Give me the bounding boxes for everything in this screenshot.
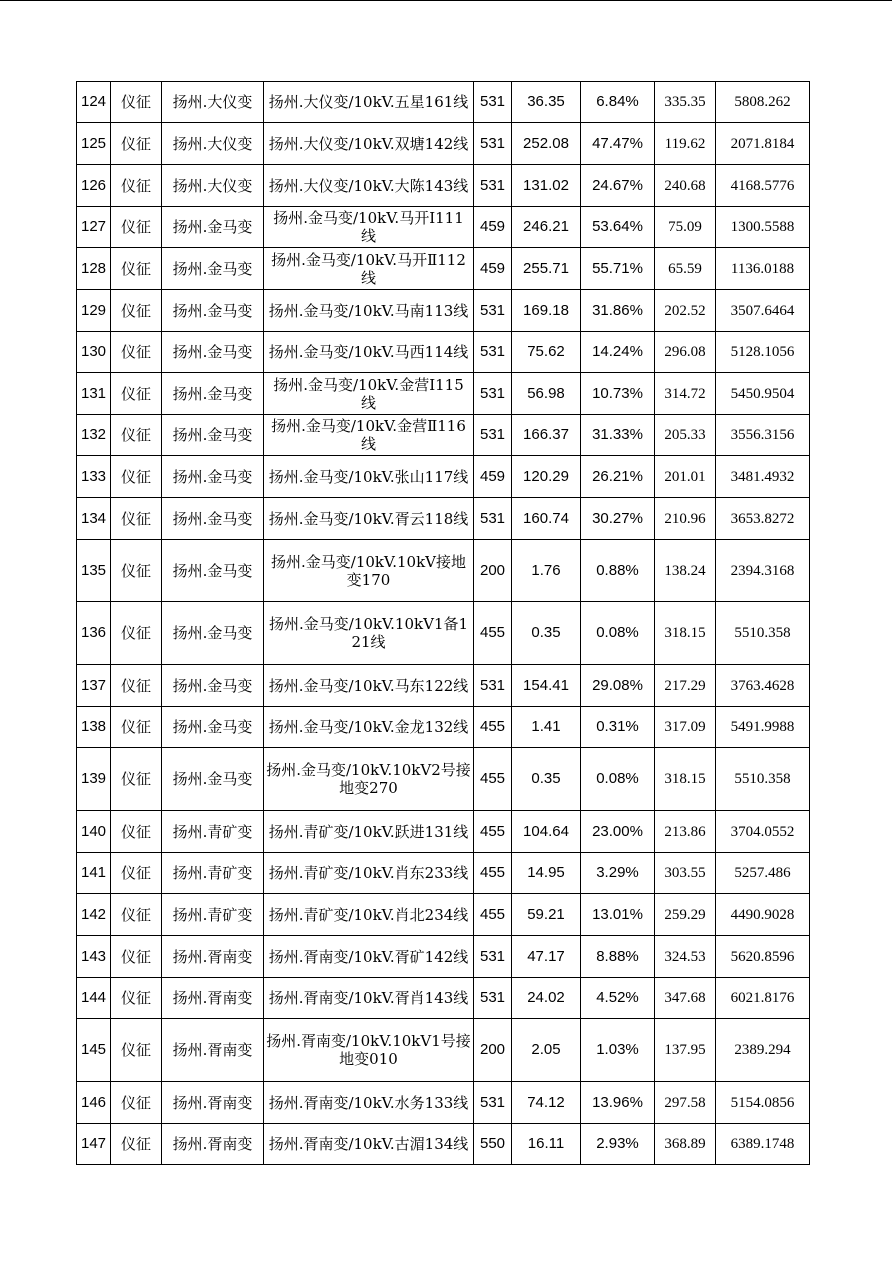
substation-cell: 扬州.青矿变: [162, 894, 264, 936]
capacity-cell: 455: [474, 602, 512, 665]
capacity-cell: 200: [474, 540, 512, 602]
line-name-cell: [264, 1082, 474, 1124]
row-number: 145: [77, 1019, 111, 1082]
page-top-rule: [0, 0, 892, 1]
load-cell: 0.35: [512, 748, 581, 811]
line-name-text: 扬州.大仪变/10kV.大陈143线: [268, 176, 469, 195]
substation-cell: 扬州.金马变: [162, 540, 264, 602]
county-cell: 仪征: [111, 602, 162, 665]
spare-value-cell: 5128.1056: [716, 332, 810, 373]
load-cell: 1.76: [512, 540, 581, 602]
line-name-text: 扬州.大仪变/10kV.五星161线: [268, 93, 469, 111]
load-cell: 166.37: [512, 415, 581, 456]
load-rate-cell: 10.73%: [581, 373, 655, 415]
row-number: 125: [77, 123, 111, 165]
table-row: [77, 207, 810, 248]
capacity-cell: 550: [474, 1124, 512, 1165]
load-rate-cell: 3.29%: [581, 853, 655, 894]
substation-cell: 扬州.金马变: [162, 748, 264, 811]
capacity-cell: 531: [474, 978, 512, 1019]
capacity-cell: 531: [474, 123, 512, 165]
spare-capacity-cell: 202.52: [655, 290, 716, 332]
county-cell: 仪征: [111, 290, 162, 332]
line-name-text: 扬州.胥南变/10kV.古湄134线: [268, 1135, 469, 1153]
line-name-cell: [264, 248, 474, 290]
county-cell: 仪征: [111, 332, 162, 373]
row-number: 124: [77, 82, 111, 123]
substation-cell: 扬州.大仪变: [162, 165, 264, 207]
spare-value-cell: 5620.8596: [716, 936, 810, 978]
line-name-text: 扬州.金马变/10kV.马西114线: [268, 343, 469, 361]
load-cell: 36.35: [512, 82, 581, 123]
row-number: 134: [77, 498, 111, 540]
table-row: [77, 811, 810, 853]
county-cell: 仪征: [111, 811, 162, 853]
capacity-cell: 531: [474, 498, 512, 540]
load-rate-cell: 4.52%: [581, 978, 655, 1019]
line-name-text: 扬州.金马变/10kV.金龙132线: [268, 718, 469, 736]
line-name-cell: [264, 332, 474, 373]
capacity-cell: 531: [474, 290, 512, 332]
row-number: 140: [77, 811, 111, 853]
load-cell: 131.02: [512, 165, 581, 207]
line-name-text: 扬州.金马变/10kV.马南113线: [268, 301, 469, 320]
capacity-cell: 531: [474, 415, 512, 456]
substation-cell: 扬州.金马变: [162, 332, 264, 373]
spare-value-cell: 5808.262: [716, 82, 810, 123]
substation-cell: 扬州.金马变: [162, 373, 264, 415]
load-rate-cell: 53.64%: [581, 207, 655, 248]
table-row: [77, 853, 810, 894]
load-cell: 24.02: [512, 978, 581, 1019]
table-row: [77, 498, 810, 540]
substation-cell: 扬州.金马变: [162, 290, 264, 332]
line-name-cell: [264, 540, 474, 602]
load-rate-cell: 14.24%: [581, 332, 655, 373]
load-rate-cell: 47.47%: [581, 123, 655, 165]
spare-capacity-cell: 119.62: [655, 123, 716, 165]
county-cell: 仪征: [111, 373, 162, 415]
load-rate-cell: 29.08%: [581, 665, 655, 707]
table-row: [77, 894, 810, 936]
table-row: [77, 456, 810, 498]
table-row: [77, 1082, 810, 1124]
line-name-text: 扬州.金马变/10kV.10kV1备121线: [268, 615, 469, 651]
spare-capacity-cell: 335.35: [655, 82, 716, 123]
line-name-text: 扬州.金马变/10kV.10kV接地变170: [271, 552, 466, 589]
line-name-cell: [264, 602, 474, 665]
spare-value-cell: 1136.0188: [716, 248, 810, 290]
load-cell: 0.35: [512, 602, 581, 665]
capacity-cell: 531: [474, 936, 512, 978]
spare-value-cell: 3507.6464: [716, 290, 810, 332]
spare-value-cell: 5510.358: [716, 602, 810, 665]
spare-capacity-cell: 213.86: [655, 811, 716, 853]
line-name-cell: [264, 936, 474, 978]
load-rate-cell: 13.96%: [581, 1082, 655, 1124]
table-row: [77, 290, 810, 332]
load-cell: 14.95: [512, 853, 581, 894]
load-rate-cell: 0.08%: [581, 602, 655, 665]
spare-capacity-cell: 314.72: [655, 373, 716, 415]
substation-cell: 扬州.胥南变: [162, 978, 264, 1019]
load-cell: 74.12: [512, 1082, 581, 1124]
table-row: [77, 1124, 810, 1165]
capacity-cell: 531: [474, 665, 512, 707]
row-number: 137: [77, 665, 111, 707]
table-row: [77, 936, 810, 978]
capacity-cell: 531: [474, 373, 512, 415]
load-rate-cell: 30.27%: [581, 498, 655, 540]
load-rate-cell: 0.88%: [581, 540, 655, 602]
line-name-cell: [264, 1019, 474, 1082]
row-number: 128: [77, 248, 111, 290]
spare-value-cell: 3556.3156: [716, 415, 810, 456]
load-cell: 59.21: [512, 894, 581, 936]
line-name-cell: [264, 1124, 474, 1165]
load-rate-cell: 31.86%: [581, 290, 655, 332]
table-row: [77, 165, 810, 207]
line-name-cell: [264, 415, 474, 456]
spare-capacity-cell: 317.09: [655, 707, 716, 748]
substation-cell: 扬州.胥南变: [162, 1124, 264, 1165]
line-name-cell: [264, 707, 474, 748]
table-row: [77, 748, 810, 811]
load-rate-cell: 31.33%: [581, 415, 655, 456]
load-cell: 47.17: [512, 936, 581, 978]
line-name-text: 扬州.大仪变/10kV.双塘142线: [268, 134, 469, 153]
row-number: 132: [77, 415, 111, 456]
line-name-text: 扬州.金马变/10kV.金营Ⅱ116线: [271, 417, 466, 453]
load-rate-cell: 1.03%: [581, 1019, 655, 1082]
substation-cell: 扬州.胥南变: [162, 1019, 264, 1082]
table-body: [77, 82, 810, 1165]
spare-value-cell: 5510.358: [716, 748, 810, 811]
load-cell: 154.41: [512, 665, 581, 707]
load-rate-cell: 8.88%: [581, 936, 655, 978]
load-rate-cell: 23.00%: [581, 811, 655, 853]
line-name-text: 扬州.青矿变/10kV.肖东233线: [268, 864, 469, 882]
load-rate-cell: 26.21%: [581, 456, 655, 498]
load-cell: 252.08: [512, 123, 581, 165]
load-cell: 104.64: [512, 811, 581, 853]
substation-cell: 扬州.金马变: [162, 665, 264, 707]
county-cell: 仪征: [111, 165, 162, 207]
line-name-cell: [264, 894, 474, 936]
county-cell: 仪征: [111, 748, 162, 811]
capacity-cell: 531: [474, 332, 512, 373]
line-name-text: 扬州.金马变/10kV.张山117线: [268, 467, 469, 486]
row-number: 146: [77, 1082, 111, 1124]
load-rate-cell: 6.84%: [581, 82, 655, 123]
line-name-text: 扬州.金马变/10kV.马开Ⅱ112线: [271, 250, 466, 287]
county-cell: 仪征: [111, 207, 162, 248]
capacity-cell: 455: [474, 748, 512, 811]
substation-cell: 扬州.大仪变: [162, 82, 264, 123]
spare-capacity-cell: 303.55: [655, 853, 716, 894]
county-cell: 仪征: [111, 415, 162, 456]
spare-capacity-cell: 347.68: [655, 978, 716, 1019]
spare-value-cell: 1300.5588: [716, 207, 810, 248]
spare-value-cell: 6389.1748: [716, 1124, 810, 1165]
load-rate-cell: 13.01%: [581, 894, 655, 936]
spare-value-cell: 5154.0856: [716, 1082, 810, 1124]
substation-cell: 扬州.金马变: [162, 602, 264, 665]
load-cell: 246.21: [512, 207, 581, 248]
capacity-cell: 459: [474, 248, 512, 290]
county-cell: 仪征: [111, 1019, 162, 1082]
table-row: [77, 373, 810, 415]
table-row: [77, 665, 810, 707]
spare-capacity-cell: 259.29: [655, 894, 716, 936]
row-number: 142: [77, 894, 111, 936]
line-name-cell: [264, 123, 474, 165]
load-rate-cell: 0.08%: [581, 748, 655, 811]
feeder-capacity-table: [76, 81, 810, 1165]
spare-capacity-cell: 240.68: [655, 165, 716, 207]
county-cell: 仪征: [111, 123, 162, 165]
spare-capacity-cell: 318.15: [655, 602, 716, 665]
line-name-cell: [264, 811, 474, 853]
table-row: [77, 82, 810, 123]
line-name-cell: [264, 665, 474, 707]
spare-value-cell: 6021.8176: [716, 978, 810, 1019]
substation-cell: 扬州.金马变: [162, 248, 264, 290]
county-cell: 仪征: [111, 707, 162, 748]
row-number: 144: [77, 978, 111, 1019]
county-cell: 仪征: [111, 498, 162, 540]
row-number: 139: [77, 748, 111, 811]
line-name-cell: [264, 853, 474, 894]
row-number: 147: [77, 1124, 111, 1165]
row-number: 129: [77, 290, 111, 332]
row-number: 136: [77, 602, 111, 665]
row-number: 130: [77, 332, 111, 373]
spare-capacity-cell: 75.09: [655, 207, 716, 248]
row-number: 138: [77, 707, 111, 748]
line-name-cell: [264, 498, 474, 540]
substation-cell: 扬州.金马变: [162, 415, 264, 456]
line-name-cell: [264, 165, 474, 207]
capacity-cell: 200: [474, 1019, 512, 1082]
spare-capacity-cell: 318.15: [655, 748, 716, 811]
county-cell: 仪征: [111, 853, 162, 894]
spare-value-cell: 4168.5776: [716, 165, 810, 207]
table-row: [77, 248, 810, 290]
load-cell: 75.62: [512, 332, 581, 373]
capacity-cell: 455: [474, 894, 512, 936]
substation-cell: 扬州.大仪变: [162, 123, 264, 165]
county-cell: 仪征: [111, 456, 162, 498]
capacity-cell: 459: [474, 456, 512, 498]
line-name-text: 扬州.胥南变/10kV.水务133线: [268, 1093, 469, 1112]
county-cell: 仪征: [111, 978, 162, 1019]
load-cell: 56.98: [512, 373, 581, 415]
line-name-text: 扬州.胥南变/10kV.胥肖143线: [268, 989, 469, 1007]
county-cell: 仪征: [111, 665, 162, 707]
line-name-text: 扬州.青矿变/10kV.肖北234线: [268, 905, 469, 924]
spare-value-cell: 2394.3168: [716, 540, 810, 602]
row-number: 131: [77, 373, 111, 415]
load-cell: 1.41: [512, 707, 581, 748]
table-row: [77, 707, 810, 748]
load-rate-cell: 55.71%: [581, 248, 655, 290]
capacity-cell: 455: [474, 811, 512, 853]
table-row: [77, 332, 810, 373]
load-cell: 120.29: [512, 456, 581, 498]
row-number: 141: [77, 853, 111, 894]
load-rate-cell: 2.93%: [581, 1124, 655, 1165]
load-cell: 2.05: [512, 1019, 581, 1082]
spare-capacity-cell: 324.53: [655, 936, 716, 978]
spare-value-cell: 5450.9504: [716, 373, 810, 415]
row-number: 135: [77, 540, 111, 602]
spare-value-cell: 2389.294: [716, 1019, 810, 1082]
spare-capacity-cell: 205.33: [655, 415, 716, 456]
line-name-text: 扬州.金马变/10kV.10kV2号接地变270: [266, 761, 471, 797]
spare-value-cell: 5491.9988: [716, 707, 810, 748]
line-name-cell: [264, 748, 474, 811]
substation-cell: 扬州.胥南变: [162, 1082, 264, 1124]
line-name-cell: [264, 207, 474, 248]
spare-value-cell: 3763.4628: [716, 665, 810, 707]
substation-cell: 扬州.青矿变: [162, 811, 264, 853]
substation-cell: 扬州.金马变: [162, 456, 264, 498]
line-name-text: 扬州.金马变/10kV.马开Ⅰ111线: [273, 209, 464, 245]
table-row: [77, 540, 810, 602]
capacity-cell: 455: [474, 853, 512, 894]
spare-capacity-cell: 138.24: [655, 540, 716, 602]
spare-value-cell: 3481.4932: [716, 456, 810, 498]
county-cell: 仪征: [111, 894, 162, 936]
row-number: 127: [77, 207, 111, 248]
county-cell: 仪征: [111, 82, 162, 123]
spare-value-cell: 3653.8272: [716, 498, 810, 540]
row-number: 143: [77, 936, 111, 978]
spare-value-cell: 2071.8184: [716, 123, 810, 165]
capacity-cell: 459: [474, 207, 512, 248]
table-row: [77, 1019, 810, 1082]
spare-capacity-cell: 297.58: [655, 1082, 716, 1124]
row-number: 133: [77, 456, 111, 498]
county-cell: 仪征: [111, 1124, 162, 1165]
load-cell: 169.18: [512, 290, 581, 332]
load-rate-cell: 0.31%: [581, 707, 655, 748]
table-row: [77, 602, 810, 665]
spare-capacity-cell: 217.29: [655, 665, 716, 707]
line-name-cell: [264, 373, 474, 415]
substation-cell: 扬州.金马变: [162, 707, 264, 748]
substation-cell: 扬州.胥南变: [162, 936, 264, 978]
load-cell: 16.11: [512, 1124, 581, 1165]
spare-capacity-cell: 368.89: [655, 1124, 716, 1165]
line-name-text: 扬州.青矿变/10kV.跃进131线: [268, 822, 469, 841]
spare-capacity-cell: 296.08: [655, 332, 716, 373]
spare-value-cell: 3704.0552: [716, 811, 810, 853]
capacity-cell: 531: [474, 1082, 512, 1124]
table-row: [77, 123, 810, 165]
spare-capacity-cell: 210.96: [655, 498, 716, 540]
county-cell: 仪征: [111, 540, 162, 602]
capacity-cell: 455: [474, 707, 512, 748]
row-number: 126: [77, 165, 111, 207]
line-name-text: 扬州.胥南变/10kV.胥矿142线: [268, 947, 469, 966]
line-name-text: 扬州.金马变/10kV.金营Ⅰ115线: [273, 375, 464, 412]
substation-cell: 扬州.金马变: [162, 207, 264, 248]
capacity-cell: 531: [474, 82, 512, 123]
table-row: [77, 415, 810, 456]
capacity-cell: 531: [474, 165, 512, 207]
line-name-cell: [264, 82, 474, 123]
line-name-text: 扬州.金马变/10kV.马东122线: [268, 676, 469, 695]
county-cell: 仪征: [111, 936, 162, 978]
load-rate-cell: 24.67%: [581, 165, 655, 207]
load-cell: 160.74: [512, 498, 581, 540]
spare-value-cell: 4490.9028: [716, 894, 810, 936]
spare-capacity-cell: 201.01: [655, 456, 716, 498]
load-cell: 255.71: [512, 248, 581, 290]
county-cell: 仪征: [111, 1082, 162, 1124]
line-name-cell: [264, 456, 474, 498]
line-name-text: 扬州.金马变/10kV.胥云118线: [268, 509, 469, 528]
line-name-cell: [264, 978, 474, 1019]
spare-capacity-cell: 137.95: [655, 1019, 716, 1082]
spare-capacity-cell: 65.59: [655, 248, 716, 290]
substation-cell: 扬州.青矿变: [162, 853, 264, 894]
table-row: [77, 978, 810, 1019]
substation-cell: 扬州.金马变: [162, 498, 264, 540]
spare-value-cell: 5257.486: [716, 853, 810, 894]
line-name-text: 扬州.胥南变/10kV.10kV1号接地变010: [266, 1032, 471, 1068]
county-cell: 仪征: [111, 248, 162, 290]
line-name-cell: [264, 290, 474, 332]
